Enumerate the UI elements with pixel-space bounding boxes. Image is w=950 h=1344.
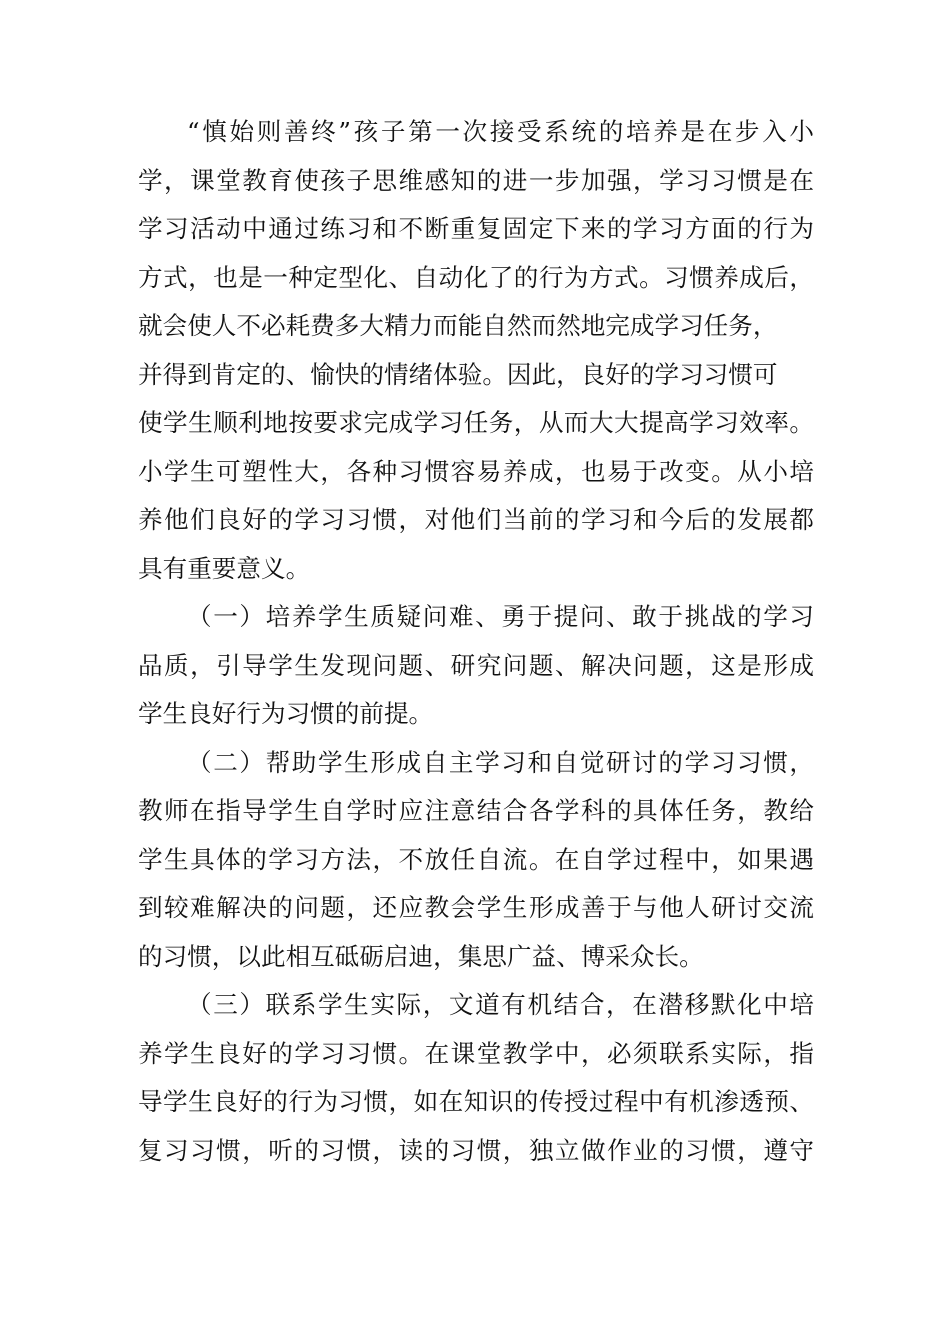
text-line: 具有重要意义。 xyxy=(138,553,311,583)
paragraph-section-3 xyxy=(138,981,814,1175)
text-line: （三）联系学生实际，文道有机结合，在潜移默化中培 xyxy=(187,990,814,1019)
text-line: 学，课堂教育使孩子思维感知的进一步加强，学习习惯是在 xyxy=(138,165,814,195)
text-line: 养他们良好的学习习惯，对他们当前的学习和今后的发展都 xyxy=(138,505,814,534)
text-line: 使学生顺利地按要求完成学习任务，从而大大提高学习效率。 xyxy=(138,408,814,437)
text-line: 方式，也是一种定型化、自动化了的行为方式。习惯养成后， xyxy=(138,262,814,292)
text-line: 教师在指导学生自学时应注意结合各学科的具体任务，教给 xyxy=(138,796,814,825)
text-line: （二）帮助学生形成自主学习和自觉研讨的学习习惯， xyxy=(187,747,814,777)
text-line: 导学生良好的行为习惯，如在知识的传授过程中有机渗透预、 xyxy=(138,1087,814,1116)
paragraph-section-2 xyxy=(138,739,814,982)
text-line: 到较难解决的问题，还应教会学生形成善于与他人研讨交流 xyxy=(138,893,814,922)
text-line: 复习习惯，听的习惯，读的习惯，独立做作业的习惯，遵守 xyxy=(138,1135,814,1165)
text-line: 小学生可塑性大，各种习惯容易养成，也易于改变。从小培 xyxy=(138,456,814,486)
text-line: （一）培养学生质疑问难、勇于提问、敢于挑战的学习 xyxy=(187,602,814,631)
document-body xyxy=(138,108,814,1175)
text-line: 养学生良好的学习习惯。在课堂教学中，必须联系实际，指 xyxy=(138,1038,814,1068)
paragraph-intro xyxy=(138,108,814,593)
text-line: 就会使人不必耗费多大精力而能自然而然地完成学习任务， xyxy=(138,311,778,340)
text-line: “慎始则善终”孩子第一次接受系统的培养是在步入小 xyxy=(187,117,814,146)
paragraph-section-1 xyxy=(138,593,814,739)
text-line: 品质，引导学生发现问题、研究问题、解决问题，这是形成 xyxy=(138,650,814,680)
text-line: 的习惯，以此相互砥砺启迪，集思广益、博采众长。 xyxy=(138,941,704,971)
text-line: 学生具体的学习方法，不放任自流。在自学过程中，如果遇 xyxy=(138,844,814,874)
text-line: 学习活动中通过练习和不断重复固定下来的学习方面的行为 xyxy=(138,214,814,243)
text-line: 学生良好行为习惯的前提。 xyxy=(138,699,434,728)
text-line: 并得到肯定的、愉快的情绪体验。因此，良好的学习习惯可 xyxy=(138,359,778,389)
